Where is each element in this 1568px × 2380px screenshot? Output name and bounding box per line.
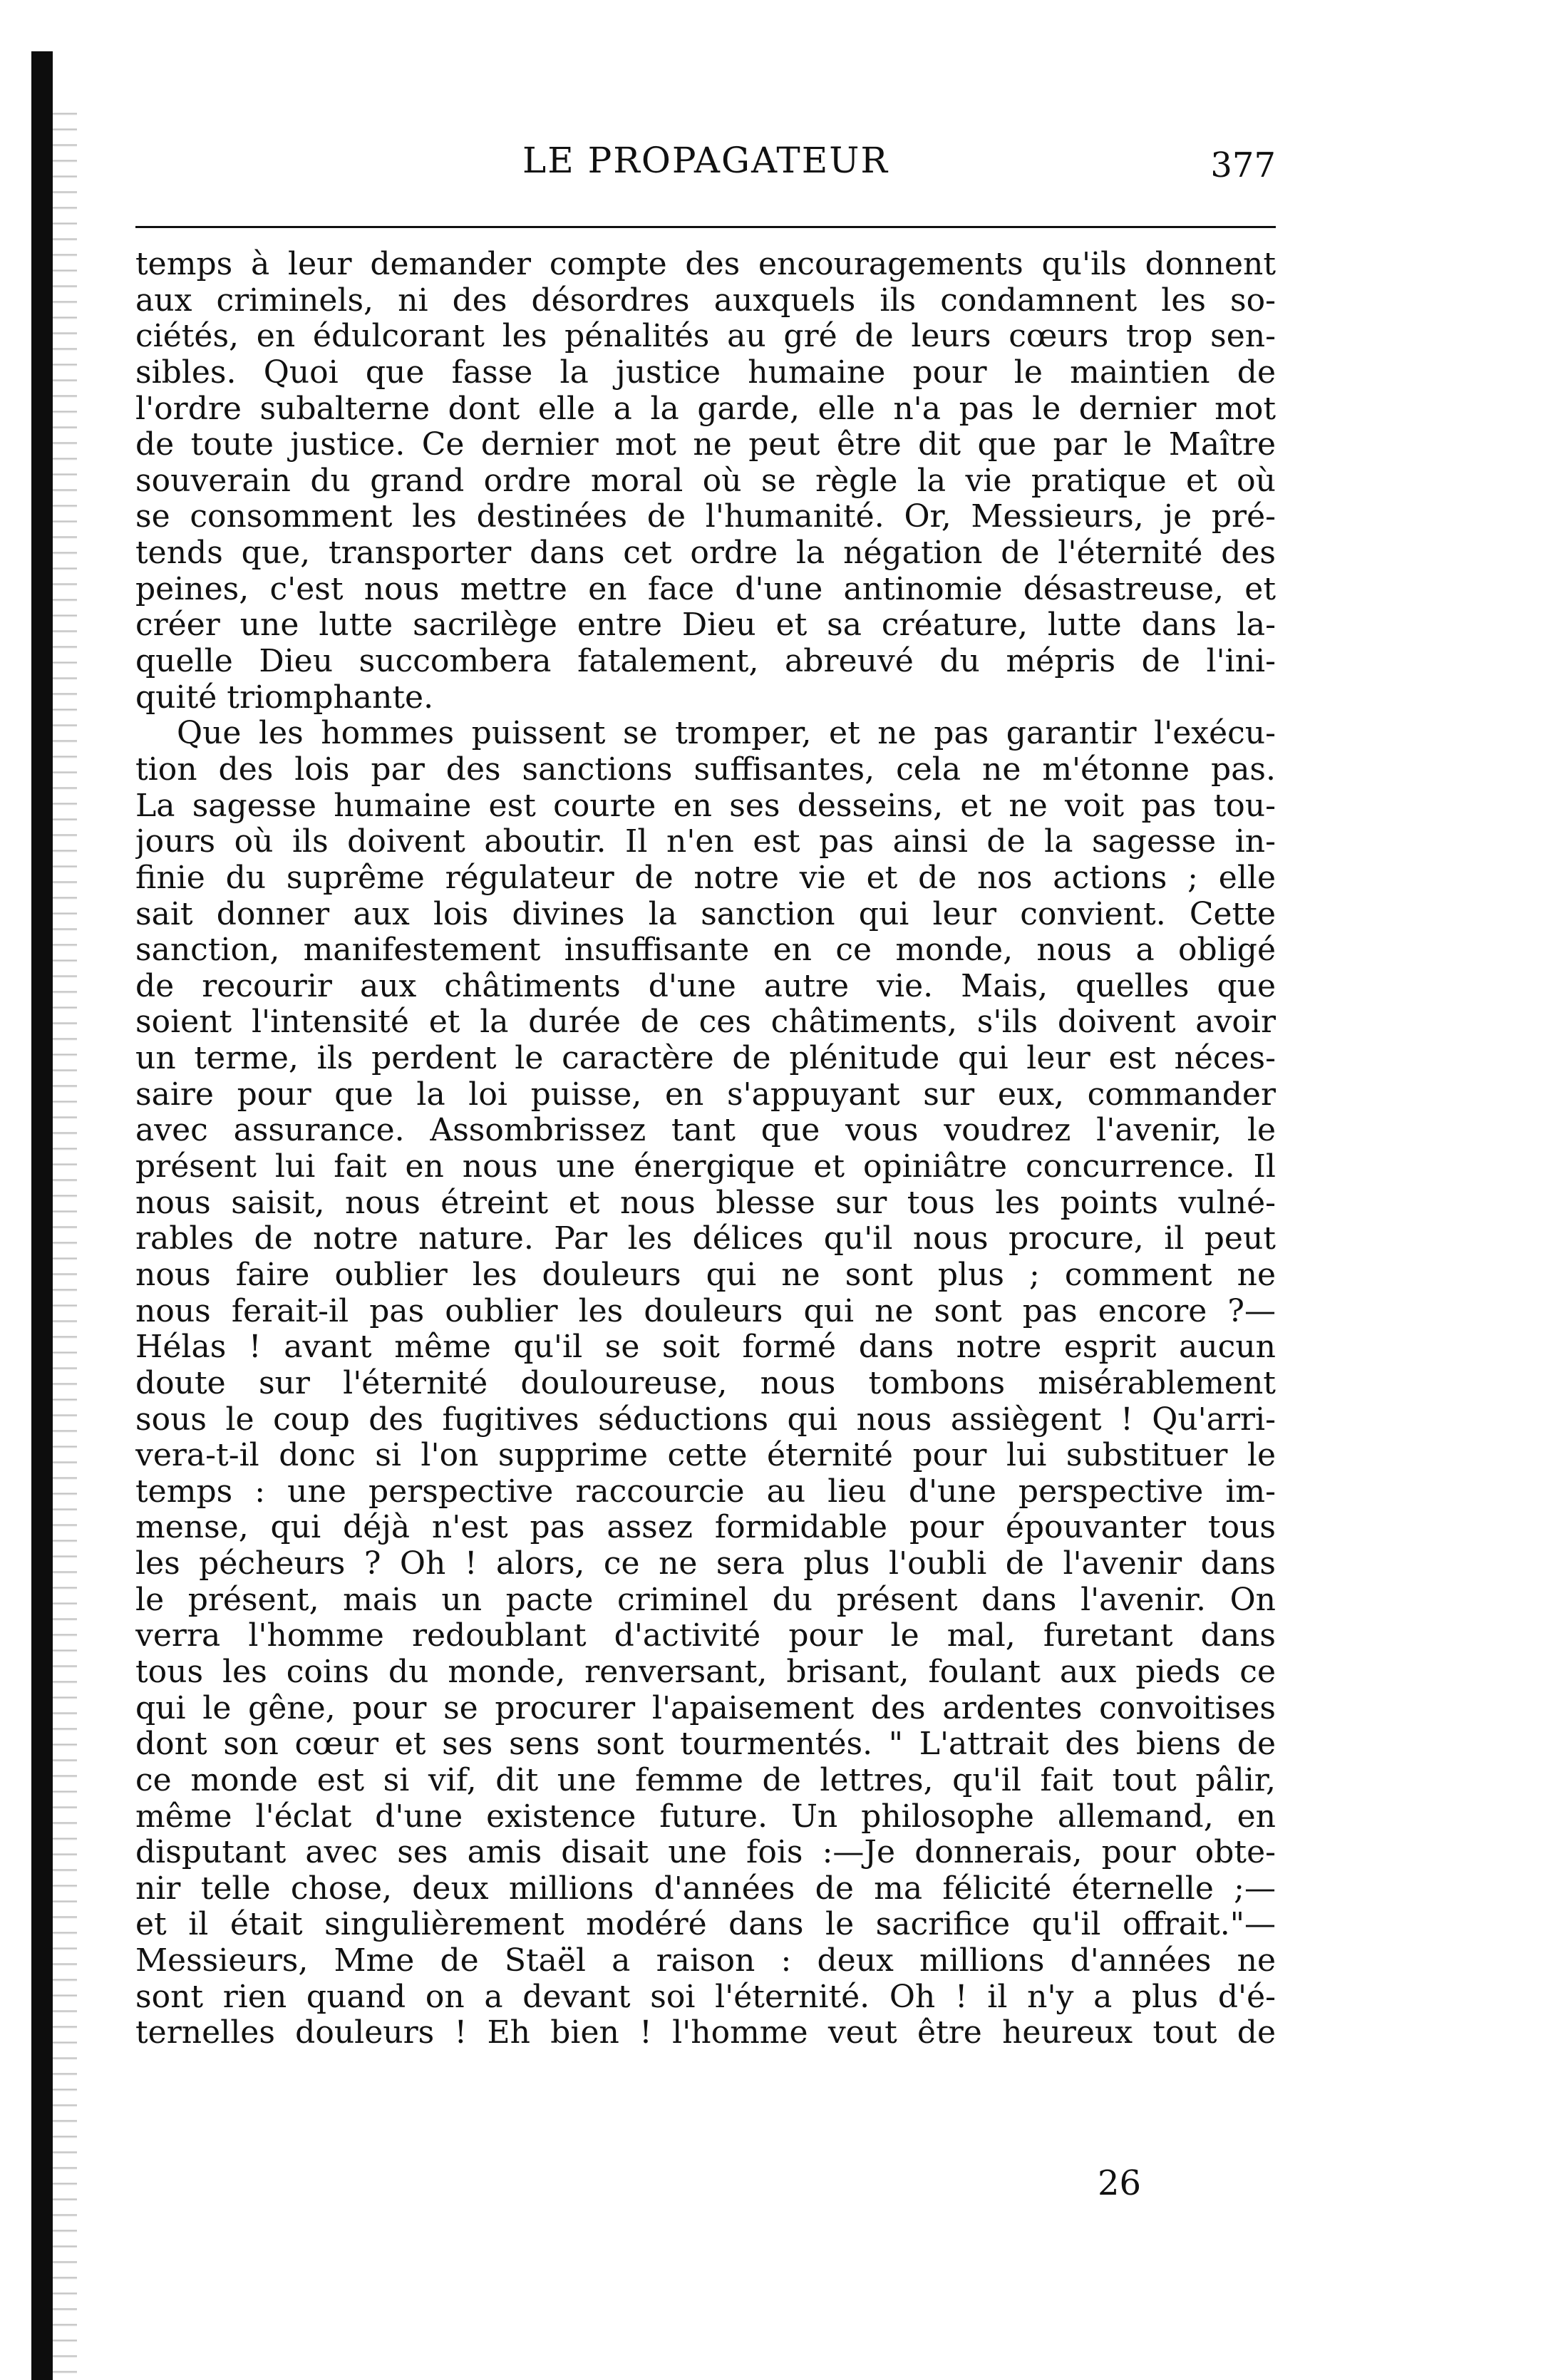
text-line: sibles. Quoi que fasse la justice humaine pour le maintien de [135,354,1276,391]
text-line: les pécheurs ? Oh ! alors, ce ne sera plus l'oubli de l'avenir dans [135,1546,1276,1582]
text-line: aux criminels, ni des désordres auxquels ils condamnent les so- [135,282,1276,319]
text-line: disputant avec ses amis disait une fois :—Je donnerais, pour obte- [135,1835,1276,1871]
text-line: sait donner aux lois divines la sanction qui leur convient. Cette [135,896,1276,932]
text-line: ce monde est si vif, dit une femme de lettres, qu'il fait tout pâlir, [135,1762,1276,1798]
text-line: nous ferait-il pas oublier les douleurs qui ne sont pas encore ?— [135,1293,1276,1329]
text-line: mense, qui déjà n'est pas assez formidable pour épouvanter tous [135,1510,1276,1546]
text-line: quelle Dieu succombera fatalement, abreuvé du mépris de l'ini- [135,644,1276,680]
text-line: tion des lois par des sanctions suffisantes, cela ne m'étonne pas. [135,751,1276,788]
text-line: nous faire oublier les douleurs qui ne sont plus ; comment ne [135,1257,1276,1293]
text-line: et il était singulièrement modéré dans le sacrifice qu'il offrait."— [135,1907,1276,1943]
text-line: souverain du grand ordre moral où se règle la vie pratique et où [135,463,1276,499]
text-line: avec assurance. Assombrissez tant que vous voudrez l'avenir, le [135,1113,1276,1149]
text-line: ternelles douleurs ! Eh bien ! l'homme veut être heureux tout de [135,2015,1276,2051]
text-line: se consomment les destinées de l'humanité. Or, Messieurs, je pré- [135,499,1276,535]
text-line: jours où ils doivent aboutir. Il n'en est pas ainsi de la sagesse in- [135,824,1276,860]
text-line: même l'éclat d'une existence future. Un philosophe allemand, en [135,1798,1276,1835]
text-line: l'ordre subalterne dont elle a la garde, elle n'a pas le dernier mot [135,391,1276,427]
running-head [135,140,1276,190]
text-line: sanction, manifestement insuffisante en ce monde, nous a obligé [135,932,1276,969]
text-line: tous les coins du monde, renversant, brisant, foulant aux pieds ce [135,1654,1276,1690]
text-line: un terme, ils perdent le caractère de plénitude qui leur est néces- [135,1041,1276,1077]
text-line: tends que, transporter dans cet ordre la négation de l'éternité des [135,535,1276,572]
text-line: nir telle chose, deux millions d'années de ma félicité éternelle ;— [135,1870,1276,1907]
text-line: doute sur l'éternité douloureuse, nous tombons misérablement [135,1365,1276,1401]
text-line: de toute justice. Ce dernier mot ne peut être dit que par le Maître [135,427,1276,463]
running-title: LE PROPAGATEUR [522,140,889,181]
text-line: La sagesse humaine est courte en ses desseins, et ne voit pas tou- [135,788,1276,824]
page-number: 377 [1210,145,1276,185]
text-line: qui le gêne, pour se procurer l'apaisement des ardentes convoitises [135,1690,1276,1726]
text-line: le présent, mais un pacte criminel du présent dans l'avenir. On [135,1582,1276,1618]
text-line: sont rien quand on a devant soi l'éternité. Oh ! il n'y a plus d'é- [135,1979,1276,2015]
paragraph-end-line: quité triomphante. [135,679,434,716]
text-line: vera-t-il donc si l'on supprime cette éternité pour lui substituer le [135,1438,1276,1474]
text-line: soient l'intensité et la durée de ces châtiments, s'ils doivent avoir [135,1004,1276,1041]
text-line: sous le coup des fugitives séductions qui nous assiègent ! Qu'arri- [135,1401,1276,1438]
text-line: Hélas ! avant même qu'il se soit formé dans notre esprit aucun [135,1329,1276,1366]
text-line: de recourir aux châtiments d'une autre vie. Mais, quelles que [135,968,1276,1004]
text-line [135,2051,1276,2088]
text-line: créer une lutte sacrilège entre Dieu et sa créature, lutte dans la- [135,607,1276,644]
text-line: dont son cœur et ses sens sont tourmentés. " L'attrait des biens de [135,1726,1276,1763]
text-line: verra l'homme redoublant d'activité pour le mal, furetant dans [135,1618,1276,1654]
text-line: finie du suprême régulateur de notre vie et de nos actions ; elle [135,860,1276,896]
text-line: temps à leur demander compte des encouragements qu'ils donnent [135,247,1276,282]
body-text [135,247,1276,2088]
text-line: ciétés, en édulcorant les pénalités au gré de leurs cœurs trop sen- [135,319,1276,355]
text-line: temps : une perspective raccourcie au lieu d'une perspective im- [135,1473,1276,1510]
text-line: peines, c'est nous mettre en face d'une antinomie désastreuse, et [135,571,1276,607]
text-line: Messieurs, Mme de Staël a raison : deux millions d'années ne [135,1943,1276,1979]
binding-shadow [53,100,77,2380]
signature-mark: 26 [1098,2163,1142,2203]
text-line: rables de notre nature. Par les délices qu'il nous procure, il peut [135,1221,1276,1257]
text-line: présent lui fait en nous une énergique et opiniâtre concurrence. Il [135,1149,1276,1185]
paragraph-start-line: Que les hommes puissent se tromper, et ne pas garantir l'exécu- [177,716,1276,752]
text-line: saire pour que la loi puisse, en s'appuyant sur eux, commander [135,1076,1276,1113]
header-rule [135,226,1276,228]
text-line: nous saisit, nous étreint et nous blesse sur tous les points vulné- [135,1185,1276,1221]
binding-edge [31,51,53,2380]
